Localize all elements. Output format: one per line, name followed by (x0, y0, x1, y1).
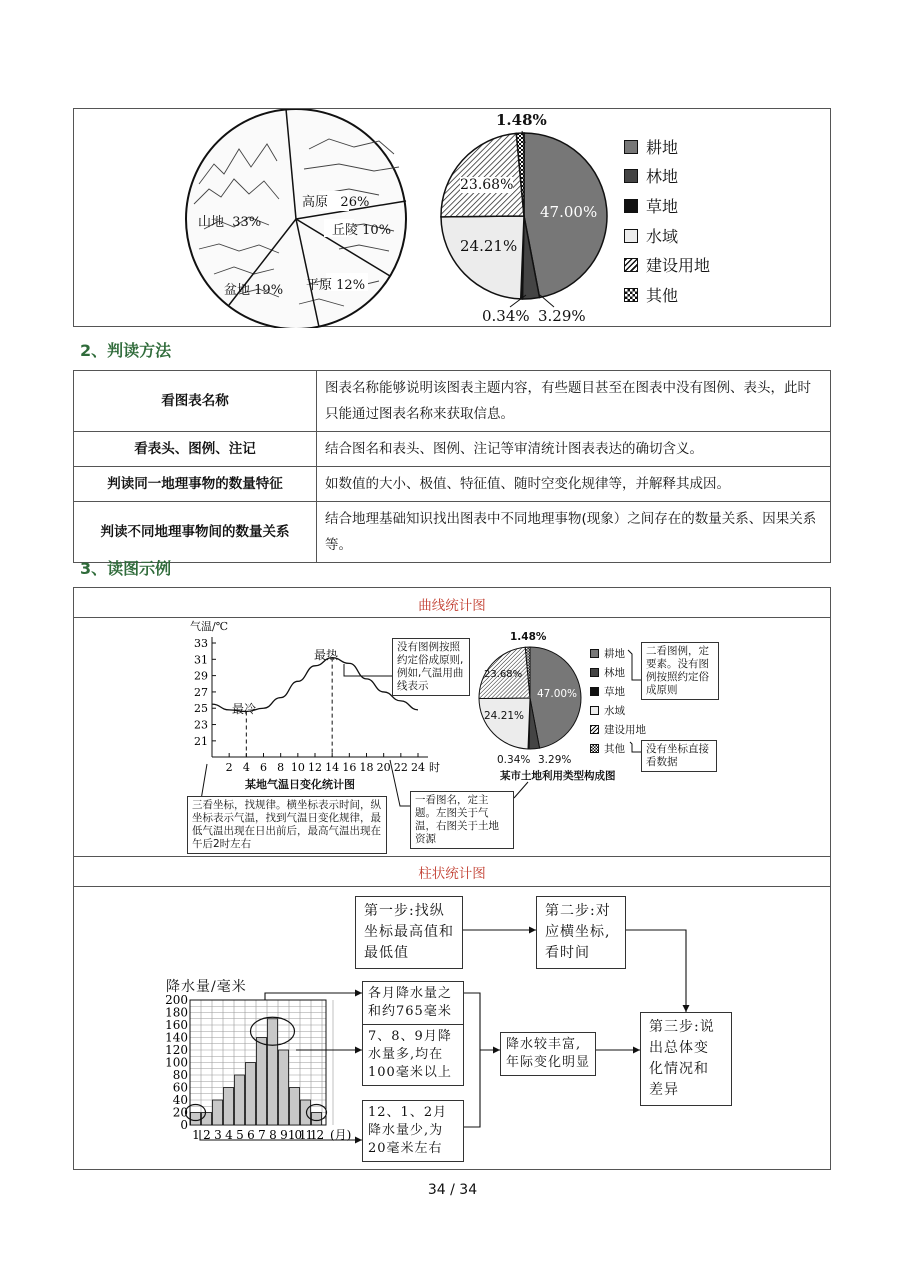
temp-y-tick-label: 25 (194, 702, 208, 716)
landform-label-plain: 平原 12% (306, 278, 366, 293)
section-heading-examples: 3、读图示例 (80, 559, 172, 578)
top-figure-box (73, 108, 831, 327)
mini-pie-label-grass: 0.34% (497, 754, 531, 766)
mini-legend-other: 其他 (590, 741, 625, 756)
step3-note: 第三步:说出总体变化情况和差异 (640, 1012, 732, 1106)
temp-x-tick-label: 12 (308, 761, 322, 774)
mini-legend-water: 水域 (590, 703, 625, 718)
temp-x-unit: 时 (429, 761, 440, 774)
bar-y-tick-label: 0 (180, 1118, 188, 1132)
conclusion-note: 降水较丰富,年际变化明显 (500, 1032, 596, 1076)
summer-note: 7、8、9月降水量多,均在100毫米以上 (362, 1024, 464, 1086)
bar-x-tick-label: 6 (247, 1128, 254, 1142)
bar-chart-title: 柱状统计图 (418, 866, 486, 882)
method-key: 判读同一地理事物的数量特征 (74, 467, 317, 502)
legend-farmland: 耕地 (624, 135, 678, 158)
method-table (73, 370, 831, 563)
bar-x-tick-label: 1 (192, 1128, 199, 1142)
step2-note: 第二步:对应横坐标,看时间 (536, 896, 626, 969)
pie-label-forest: 3.29% (538, 307, 586, 325)
slice-water (479, 698, 530, 749)
curve-chart-title: 曲线统计图 (418, 598, 486, 614)
landform-label-plateau: 高原 26% (302, 195, 370, 210)
legend-grass: 草地 (624, 194, 678, 217)
bar-y-tick-label: 200 (165, 993, 188, 1007)
bar-x-tick-label: 7 (258, 1128, 265, 1142)
bar-y-tick-label: 160 (165, 1018, 188, 1032)
table-row (74, 502, 831, 563)
temp-x-tick-label: 4 (242, 761, 250, 774)
temp-x-tick-label: 14 (325, 761, 340, 774)
divider (74, 886, 830, 887)
temp-x-tick-label: 6 (260, 761, 267, 774)
temp-x-tick-label: 2 (225, 761, 233, 774)
temp-x-tick-label: 24 (411, 761, 425, 774)
mini-pie-label-forest: 3.29% (538, 754, 572, 766)
landform-label-basin: 盆地 19% (224, 283, 284, 298)
mini-pie-label-farmland: 47.00% (537, 688, 578, 700)
bar-x-tick-label: 11 (298, 1128, 313, 1142)
method-value: 如数值的大小、极值、特征值、随时空变化规律等，并解释其成因。 (317, 467, 831, 502)
temp-x-tick-label: 10 (290, 761, 305, 774)
mini-pie-label-water: 24.21% (484, 710, 525, 722)
step1-note: 第一步:找纵坐标最高值和最低值 (355, 896, 463, 969)
temp-y-tick-label: 21 (194, 734, 208, 748)
mini-legend-construction: 建设用地 (590, 722, 646, 737)
temp-x-tick-label: 8 (277, 761, 285, 774)
note-no-legend: 没有图例按照约定俗成原则,例如,气温用曲线表示 (392, 638, 470, 696)
bar-y-tick-label: 100 (165, 1055, 188, 1070)
mini-pie-label-construction: 23.68% (484, 669, 523, 680)
bar-x-tick-label: 8 (269, 1128, 276, 1142)
mini-pie-label-other: 1.48% (510, 631, 547, 643)
temp-y-tick-label: 29 (194, 669, 208, 683)
temp-x-tick-label: 16 (342, 761, 357, 774)
divider (74, 617, 830, 618)
bar-y-tick-label: 40 (172, 1093, 188, 1107)
bar-y-tick-label: 180 (165, 1005, 188, 1020)
legend-water: 水域 (624, 224, 678, 247)
bar-y-tick-label: 140 (165, 1030, 188, 1045)
bar-x-tick-label: 5 (236, 1128, 243, 1142)
mini-pie-title: 某市土地利用类型构成图 (500, 770, 616, 782)
legend-forest: 林地 (624, 164, 678, 187)
table-row (74, 432, 831, 467)
method-key: 判读不同地理事物间的数量关系 (74, 502, 317, 563)
temp-y-tick-label: 31 (194, 653, 208, 667)
divider (74, 856, 830, 857)
table-row (74, 371, 831, 432)
winter-note: 12、1、2月降水量少,为20毫米左右 (362, 1100, 464, 1162)
bar-x-unit: (月) (330, 1128, 352, 1142)
note-no-axis: 没有坐标直接看数据 (641, 740, 717, 772)
landform-label-mountain: 山地 33% (198, 215, 262, 230)
legend-construction: 建设用地 (624, 253, 710, 276)
method-value: 结合图名和表头、图例、注记等审清统计图表表达的确切含义。 (317, 432, 831, 467)
method-key: 看图表名称 (74, 371, 317, 432)
temp-y-tick-label: 27 (194, 685, 208, 699)
page-number: 34 / 34 (427, 1182, 478, 1198)
bar-x-tick-label: 9 (280, 1128, 287, 1142)
temp-x-tick-label: 20 (376, 761, 391, 774)
bar-x-tick-label: 12 (309, 1128, 324, 1142)
table-row (74, 467, 831, 502)
mini-legend-grass: 草地 (590, 684, 625, 699)
temp-hot-label: 最热 (314, 648, 339, 662)
note-axis: 三看坐标，找规律。横坐标表示时间，纵坐标表示气温，找到气温日变化规律，最低气温出现在日出前后，最高气温出现在午后2时左右 (187, 796, 387, 854)
pie-label-construction: 23.68% (460, 177, 514, 193)
bar-y-tick-label: 60 (172, 1080, 188, 1095)
mini-legend-forest: 林地 (590, 665, 625, 680)
pie-label-water: 24.21% (460, 237, 518, 255)
pie-label-other: 1.48% (496, 111, 547, 129)
temp-x-tick-label: 18 (359, 761, 374, 774)
temp-y-tick-label: 33 (194, 637, 208, 650)
temp-y-tick-label: 23 (194, 718, 208, 732)
bar-x-tick-label: 2 (203, 1128, 210, 1142)
temp-x-tick-label: 22 (393, 761, 408, 774)
bar-y-tick-label: 80 (172, 1068, 188, 1082)
landform-label-hills: 丘陵 10% (332, 223, 392, 238)
method-value: 结合地理基础知识找出图表中不同地理事物(现象）之间存在的数量关系、因果关系等。 (317, 502, 831, 563)
bar-x-tick-label: 10 (287, 1128, 302, 1142)
section-heading-method: 2、判读方法 (80, 341, 172, 360)
mini-legend-farmland: 耕地 (590, 646, 625, 661)
method-value: 图表名称能够说明该图表主题内容，有些题目甚至在图表中没有图例、表头，此时只能通过图表名称来获取信息。 (317, 371, 831, 432)
bar-x-tick-label: 3 (214, 1128, 221, 1142)
temp-ylabel: 气温/℃ (190, 620, 229, 633)
note-name: 一看图名，定主题。左图关于气温，右图关于土地资源 (410, 791, 514, 849)
bar-x-tick-label: 4 (225, 1128, 232, 1142)
bar-ylabel: 降水量/毫米 (166, 979, 247, 995)
pie-label-grass: 0.34% (482, 307, 530, 325)
slice-water (441, 216, 524, 299)
temp-chart-title: 某地气温日变化统计图 (245, 778, 355, 791)
bar-y-tick-label: 120 (165, 1043, 188, 1057)
method-key: 看表头、图例、注记 (74, 432, 317, 467)
slice-construction (441, 133, 524, 216)
bar-y-tick-label: 20 (172, 1105, 188, 1120)
note-look-legend: 二看图例，定要素。没有图例按照约定俗成原则 (641, 642, 719, 700)
total-note: 各月降水量之和约765毫米 (362, 981, 464, 1025)
legend-other: 其他 (624, 283, 678, 306)
pie-label-farmland: 47.00% (540, 203, 598, 221)
temp-cold-label: 最冷 (232, 702, 257, 716)
